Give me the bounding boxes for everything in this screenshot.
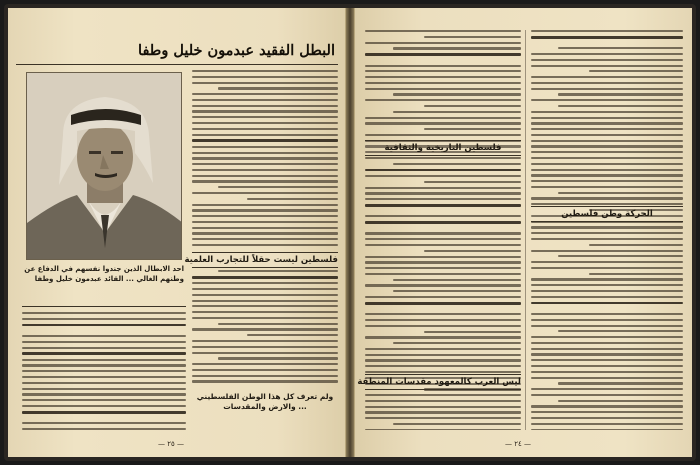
text-line [365, 238, 521, 240]
text-line [531, 302, 683, 305]
photo-caption: احد الابطال الذين جندوا نفسهم في الدفاع عن وطنهم الغالي ... القائد عبدمون خليل وطفا [24, 265, 184, 283]
text-line [192, 93, 338, 95]
text-line [393, 290, 521, 292]
text-line [531, 377, 683, 379]
text-line [192, 122, 338, 124]
text-line [531, 232, 683, 234]
text-line [365, 42, 521, 44]
text-line [192, 305, 338, 307]
text-line [531, 388, 683, 390]
text-line [531, 76, 683, 78]
text-line [192, 300, 338, 302]
text-line [531, 250, 683, 252]
text-line [531, 134, 683, 136]
text-line [365, 406, 521, 408]
text-line [365, 187, 521, 189]
text-line [192, 215, 338, 217]
text-line [192, 134, 338, 136]
text-line [22, 341, 186, 343]
text-line [365, 232, 521, 234]
paragraph-gap [365, 60, 521, 65]
text-line [22, 335, 186, 337]
text-line [531, 128, 683, 130]
text-line [531, 36, 683, 39]
text-line [192, 282, 338, 284]
text-line [192, 317, 338, 319]
article-title: البطل الفقيد عبدمون خليل وطفا [138, 42, 335, 59]
text-line [558, 47, 683, 49]
left-page-right-column-lower [192, 270, 338, 388]
text-line [192, 99, 338, 101]
text-line [192, 328, 338, 330]
text-line [365, 175, 521, 177]
text-line [22, 376, 186, 378]
text-line [531, 180, 683, 182]
text-line [22, 359, 186, 361]
text-line [531, 336, 683, 338]
text-line [365, 117, 521, 119]
text-line [393, 423, 521, 425]
right-page [354, 8, 692, 457]
text-line [531, 423, 683, 425]
text-line [192, 139, 338, 142]
text-line [192, 227, 338, 229]
text-line [589, 244, 683, 246]
text-line [531, 371, 683, 373]
text-line [365, 267, 521, 269]
portrait-photo [26, 72, 182, 260]
text-line [365, 273, 521, 275]
text-line [531, 429, 683, 430]
text-line [365, 354, 521, 356]
text-line [218, 357, 338, 359]
text-line [22, 364, 186, 366]
text-line [393, 111, 521, 113]
column-divider [525, 30, 526, 430]
title-divider [16, 64, 338, 65]
text-line [531, 151, 683, 153]
text-line [531, 261, 683, 263]
text-line [531, 417, 683, 419]
right-page-right-column [531, 30, 683, 430]
text-line [192, 152, 338, 154]
text-line [531, 319, 683, 321]
text-line [531, 117, 683, 119]
text-line [424, 331, 521, 333]
text-line [365, 417, 521, 419]
text-line [192, 192, 338, 194]
text-line [192, 180, 338, 182]
right-page-subheading-2: فلسطين التاريخية والثقافية [365, 140, 521, 156]
text-line [531, 82, 683, 84]
text-line [192, 238, 338, 240]
text-line [531, 284, 683, 286]
right-page-left-column [365, 30, 521, 430]
text-line [424, 36, 521, 38]
text-line [192, 116, 338, 118]
text-line [192, 169, 338, 171]
text-line [365, 256, 521, 258]
text-line [393, 163, 521, 165]
text-line [192, 232, 338, 234]
text-line [192, 340, 338, 342]
right-page-subheading-3: الحركة وطن فلسطين [531, 206, 683, 222]
right-page-subheading-4: ليس العرب كالمعهود مقدسات المنطقة [365, 374, 521, 390]
text-line [22, 324, 186, 327]
page-number-left: — ٢٥ — [158, 440, 184, 448]
text-line [192, 70, 338, 72]
text-line [365, 319, 521, 321]
text-line [589, 70, 683, 72]
text-line [531, 278, 683, 280]
caption-divider [22, 306, 186, 307]
text-line [22, 405, 186, 407]
text-line [22, 312, 186, 314]
text-line [22, 347, 186, 349]
text-line [558, 255, 683, 257]
portrait-photo-icon [27, 73, 182, 260]
text-line [192, 163, 338, 165]
text-line [531, 290, 683, 292]
text-line [218, 186, 338, 188]
text-line [22, 352, 186, 355]
text-line [365, 261, 521, 263]
text-line [192, 244, 338, 246]
text-line [192, 276, 338, 279]
text-line [218, 87, 338, 89]
text-line [192, 352, 338, 354]
text-line [22, 411, 186, 414]
text-line [424, 181, 521, 183]
text-line [192, 209, 338, 211]
text-line [365, 325, 521, 327]
text-line [531, 186, 683, 188]
text-line [558, 105, 683, 107]
text-line [531, 348, 683, 350]
text-line [192, 375, 338, 377]
text-line [531, 145, 683, 147]
book-gutter [346, 8, 354, 457]
text-line [365, 336, 521, 338]
text-line [22, 422, 186, 424]
text-line [393, 47, 521, 49]
text-line [192, 346, 338, 348]
text-line [247, 334, 338, 336]
text-line [218, 323, 338, 325]
text-line [365, 215, 521, 217]
text-line [531, 59, 683, 61]
text-line [365, 198, 521, 200]
text-line [365, 371, 521, 373]
text-line [531, 111, 683, 113]
text-line [558, 330, 683, 332]
text-line [531, 226, 683, 228]
text-line [365, 122, 521, 124]
text-line [393, 342, 521, 344]
text-line [365, 30, 521, 32]
text-line [365, 411, 521, 413]
text-line [531, 99, 683, 101]
text-line [192, 369, 338, 371]
text-line [365, 400, 521, 402]
text-line [192, 128, 338, 130]
text-line [365, 204, 521, 207]
text-line [365, 296, 521, 298]
text-line [22, 370, 186, 372]
text-line [531, 411, 683, 413]
text-line [531, 65, 683, 67]
text-line [424, 128, 521, 130]
text-line [365, 99, 521, 101]
text-line [192, 311, 338, 313]
text-line [192, 105, 338, 107]
text-line [365, 284, 521, 286]
text-line [22, 399, 186, 401]
text-line [365, 192, 521, 194]
text-line [531, 157, 683, 159]
text-line [365, 65, 521, 67]
text-line [531, 169, 683, 171]
text-line [531, 163, 683, 165]
text-line [192, 110, 338, 112]
text-line [192, 146, 338, 148]
text-line [558, 400, 683, 402]
text-line [365, 313, 521, 315]
text-line [365, 53, 521, 56]
text-line [531, 353, 683, 355]
text-line [558, 192, 683, 194]
text-line [531, 122, 683, 124]
text-line [22, 393, 186, 395]
text-line [218, 270, 338, 272]
text-line [192, 288, 338, 290]
text-line [365, 88, 521, 90]
text-line [558, 93, 683, 95]
left-page [8, 8, 346, 457]
text-line [531, 197, 683, 199]
text-line [192, 76, 338, 78]
text-line [531, 394, 683, 396]
text-line [365, 394, 521, 396]
text-line [192, 221, 338, 223]
text-line [531, 313, 683, 315]
text-line [192, 363, 338, 365]
text-line [531, 88, 683, 90]
left-page-left-column [22, 312, 186, 432]
text-line [558, 382, 683, 384]
text-line [247, 198, 338, 200]
text-line [531, 325, 683, 327]
text-line [365, 70, 521, 72]
text-line [531, 296, 683, 298]
left-page-subheading: فلسطين ليست حقلاً للتجارب العلمية [192, 252, 338, 268]
text-line [192, 82, 338, 84]
text-line [531, 53, 683, 55]
text-line [365, 302, 521, 305]
text-line [531, 342, 683, 344]
text-line [393, 93, 521, 95]
text-line [531, 359, 683, 361]
text-line [365, 82, 521, 84]
text-line [192, 380, 338, 382]
text-line [531, 365, 683, 367]
text-line [531, 267, 683, 269]
text-line [531, 238, 683, 240]
text-line [365, 365, 521, 367]
text-line [365, 169, 521, 172]
text-line [365, 134, 521, 136]
text-line [22, 388, 186, 390]
text-line [22, 318, 186, 320]
text-line [192, 204, 338, 206]
left-page-footer-note: ولم تعرف كل هذا الوطن الفلسطيني ... والارض والمقدسات [196, 392, 334, 411]
text-line [424, 105, 521, 107]
text-line [22, 382, 186, 384]
text-line [192, 157, 338, 159]
text-line [531, 174, 683, 176]
text-line [531, 405, 683, 407]
text-line [192, 294, 338, 296]
text-line [365, 76, 521, 78]
text-line [192, 175, 338, 177]
text-line [365, 348, 521, 350]
text-line [531, 140, 683, 142]
text-line [393, 279, 521, 281]
text-line [22, 428, 186, 430]
text-line [365, 157, 521, 159]
text-line [589, 273, 683, 275]
text-line [365, 244, 521, 246]
text-line [424, 250, 521, 252]
text-line [531, 30, 683, 32]
text-line [365, 359, 521, 361]
page-number-right: — ٢٤ — [505, 440, 531, 448]
text-line [365, 221, 521, 224]
text-line [365, 429, 521, 430]
left-page-right-column [192, 70, 338, 250]
magazine-spread [4, 4, 696, 461]
